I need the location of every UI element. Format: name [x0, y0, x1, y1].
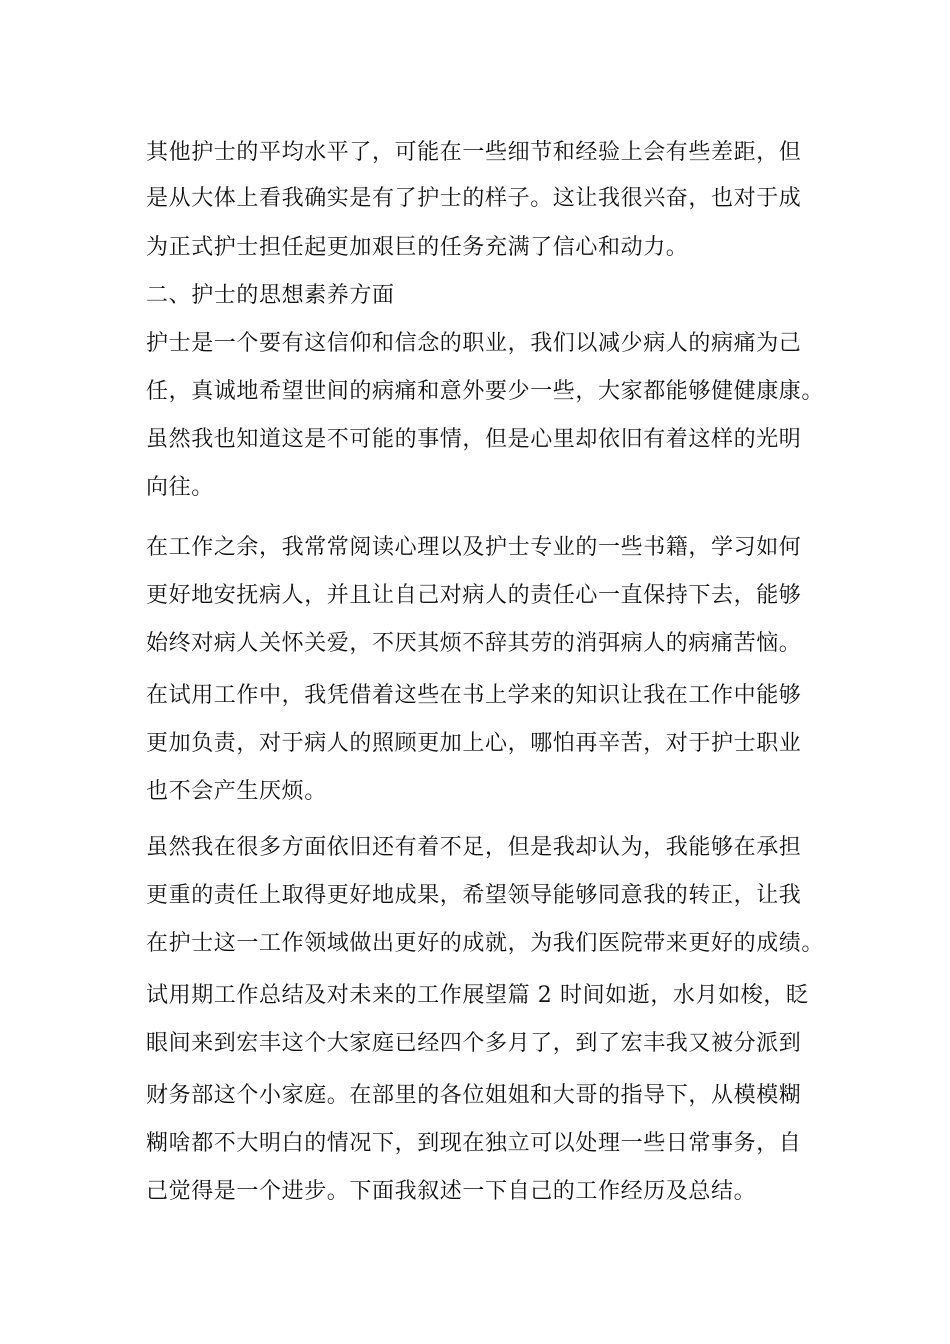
- text-line: 向往。: [146, 475, 214, 500]
- text-line: 为正式护士担任起更加艰巨的任务充满了信心和动力。: [146, 235, 689, 260]
- text-line: 更好地安抚病人，并且让自己对病人的责任心一直保持下去，能够: [146, 583, 802, 608]
- text-line: 在护士这一工作领域做出更好的成就，为我们医院带来更好的成绩。: [146, 931, 825, 956]
- text-line: 眼间来到宏丰这个大家庭已经四个多月了，到了宏丰我又被分派到: [146, 1031, 802, 1056]
- text-line: 虽然我也知道这是不可能的事情，但是心里却依旧有着这样的光明: [146, 427, 802, 452]
- section-heading: 二、护士的思想素养方面: [146, 283, 395, 308]
- text-line: 虽然我在很多方面依旧还有着不足，但是我却认为，我能够在承担: [146, 835, 802, 860]
- text-line: 在试用工作中，我凭借着这些在书上学来的知识让我在工作中能够: [146, 683, 802, 708]
- text-line: 也不会产生厌烦。: [146, 779, 327, 804]
- text-line: 护士是一个要有这信仰和信念的职业，我们以减少病人的病痛为己: [146, 331, 802, 356]
- text-line: 始终对病人关怀关爱，不厌其烦不辞其劳的消弭病人的病痛苦恼。: [146, 631, 802, 656]
- text-line: 在工作之余，我常常阅读心理以及护士专业的一些书籍，学习如何: [146, 535, 802, 560]
- text-line: 任，真诚地希望世间的病痛和意外要少一些，大家都能够健健康康。: [146, 379, 825, 404]
- text-line: 财务部这个小家庭。在部里的各位姐姐和大哥的指导下，从模模糊: [146, 1083, 802, 1108]
- text-line: 是从大体上看我确实是有了护士的样子。这让我很兴奋，也对于成: [146, 186, 802, 211]
- text-line: 试用期工作总结及对未来的工作展望篇 2 时间如逝，水月如梭，眨: [146, 983, 809, 1008]
- text-line: 更重的责任上取得更好地成果，希望领导能够同意我的转正，让我: [146, 883, 802, 908]
- text-line: 更加负责，对于病人的照顾更加上心，哪怕再辛苦，对于护士职业: [146, 731, 802, 756]
- text-line: 己觉得是一个进步。下面我叙述一下自己的工作经历及总结。: [146, 1179, 757, 1204]
- text-line: 糊啥都不大明白的情况下，到现在独立可以处理一些日常事务，自: [146, 1131, 802, 1156]
- text-line: 其他护士的平均水平了，可能在一些细节和经验上会有些差距，但: [146, 140, 802, 165]
